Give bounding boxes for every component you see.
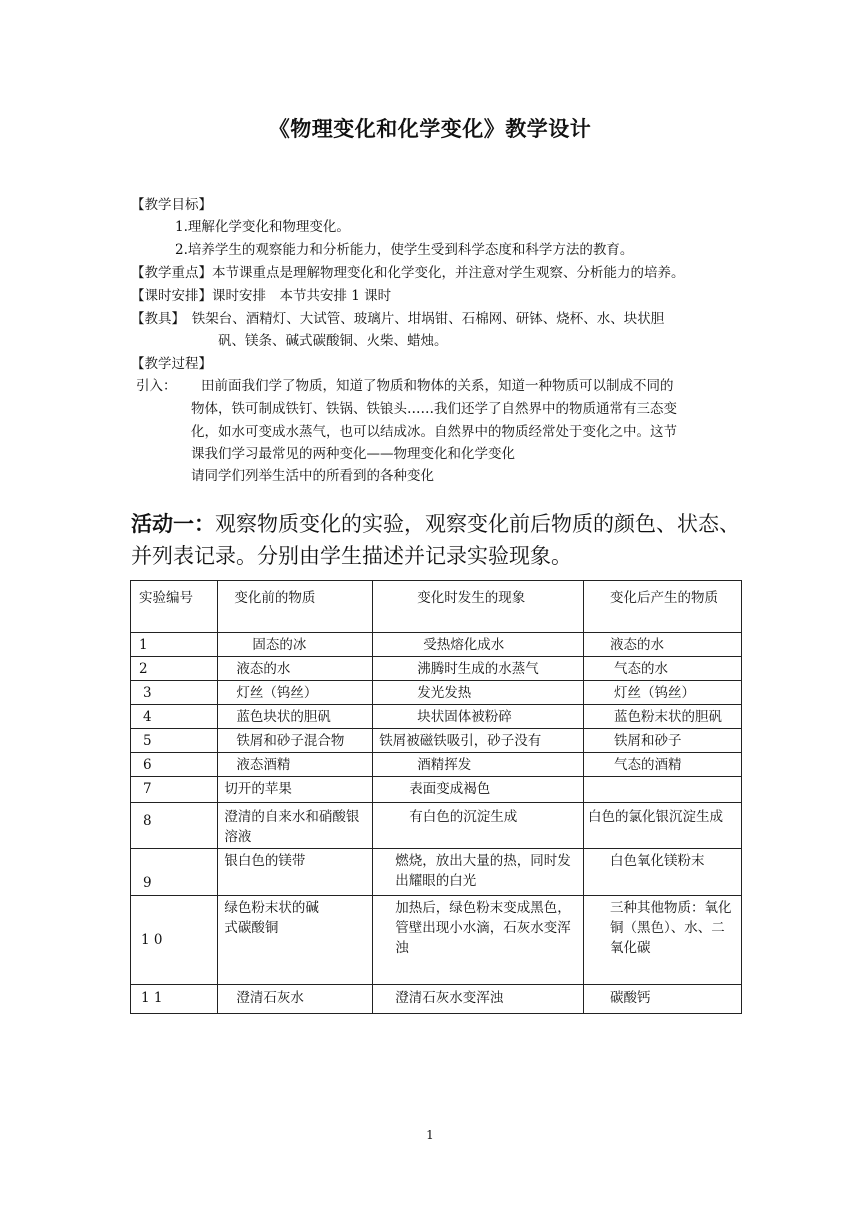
experiment-number: 1: [131, 633, 218, 657]
table-row: [131, 681, 742, 705]
substance-after: [583, 777, 741, 803]
intro-text-line: 物体，铁可制成铁钉、铁锅、铁锒头……我们还学了自然界中的物质通常有三态变: [191, 401, 677, 417]
objective-item: 2.培养学生的观察能力和分析能力，使学生受到科学态度和科学方法的教育。: [175, 242, 634, 258]
tools-line: 【教具】 铁架台、酒精灯、大试管、玻璃片、坩埚钳、石棉网、研钵、烧杯、水、块状胆: [131, 311, 665, 327]
substance-before: 液态酒精: [218, 753, 373, 777]
phenomenon: 发光发热: [373, 681, 584, 705]
phenomenon: 燃烧，放出大量的热，同时发出耀眼的白光: [373, 849, 584, 896]
substance-after: 气态的酒精: [583, 753, 741, 777]
substance-after: 三种其他物质：氧化铜（黑色）、水、二氧化碳: [583, 896, 741, 985]
substance-before: 澄清石灰水: [218, 985, 373, 1014]
table-header-row: [131, 581, 742, 633]
substance-after: 气态的水: [583, 657, 741, 681]
experiment-number: 9: [131, 849, 218, 896]
phenomenon: 澄清石灰水变浑浊: [373, 985, 584, 1014]
experiment-number: 7: [131, 777, 218, 803]
experiment-number: 4: [131, 705, 218, 729]
experiment-number: 3: [131, 681, 218, 705]
table-row: [131, 633, 742, 657]
page-number: 1: [426, 1128, 434, 1142]
experiment-number: 1 0: [131, 896, 218, 985]
substance-before: 切开的苹果: [218, 777, 373, 803]
activity-text: 观察物质变化的实验，观察变化前后物质的颜色、状态、并列表记录。分别由学生描述并记录实验现象。: [131, 512, 740, 568]
intro-text-line: 课我们学习最常见的两种变化——物理变化和化学变化: [191, 446, 515, 462]
substance-before: 银白色的镁带: [218, 849, 373, 896]
substance-before: 蓝色块状的胆矾: [218, 705, 373, 729]
table-row: [131, 777, 742, 803]
activity-label: 活动一：: [131, 511, 215, 536]
activity-heading: [131, 508, 751, 572]
substance-before: 固态的冰: [218, 633, 373, 657]
objectives-heading: 【教学目标】: [131, 197, 212, 213]
table-row: [131, 803, 742, 849]
phenomenon: 受热熔化成水: [373, 633, 584, 657]
intro-label: 引入：: [136, 378, 177, 394]
table-row: [131, 657, 742, 681]
substance-after: 蓝色粉末状的胆矾: [583, 705, 741, 729]
column-header: 实验编号: [131, 581, 218, 633]
table-row: [131, 729, 742, 753]
phenomenon: 沸腾时生成的水蒸气: [373, 657, 584, 681]
substance-before: 绿色粉末状的碱式碳酸铜: [218, 896, 373, 985]
experiment-table: [130, 580, 742, 1014]
intro-text-line: 化，如水可变成水蒸气，也可以结成冰。自然界中的物质经常处于变化之中。这节: [191, 424, 677, 440]
phenomenon: 表面变成褐色: [373, 777, 584, 803]
experiment-number: 1 1: [131, 985, 218, 1014]
schedule-line: 【课时安排】课时安排 本节共安排 1 课时: [131, 288, 392, 304]
substance-before: 液态的水: [218, 657, 373, 681]
phenomenon: 有白色的沉淀生成: [373, 803, 584, 849]
intro-text-line: 田前面我们学了物质，知道了物质和物体的关系，知道一种物质可以制成不同的: [201, 378, 674, 394]
column-header: 变化前的物质: [218, 581, 373, 633]
table-row: [131, 985, 742, 1014]
table-row: [131, 849, 742, 896]
table-row: [131, 753, 742, 777]
substance-before: 灯丝（钨丝）: [218, 681, 373, 705]
phenomenon: 酒精挥发: [373, 753, 584, 777]
experiment-number: 2: [131, 657, 218, 681]
substance-before: 铁屑和砂子混合物: [218, 729, 373, 753]
substance-after: 白色的氯化银沉淀生成: [583, 803, 741, 849]
table-row: [131, 705, 742, 729]
substance-after: 碳酸钙: [583, 985, 741, 1014]
phenomenon: 块状固体被粉碎: [373, 705, 584, 729]
column-header: 变化时发生的现象: [373, 581, 584, 633]
column-header: 变化后产生的物质: [583, 581, 741, 633]
substance-after: 白色氧化镁粉末: [583, 849, 741, 896]
key-point-line: 【教学重点】本节课重点是理解物理变化和化学变化，并注意对学生观察、分析能力的培养。: [131, 265, 685, 281]
experiment-number: 8: [131, 803, 218, 849]
intro-text-line: 请同学们列举生活中的所看到的各种变化: [191, 468, 434, 484]
substance-before: 澄清的自来水和硝酸银溶液: [218, 803, 373, 849]
phenomenon: 加热后，绿色粉末变成黑色，管壁出现小水滴，石灰水变浑浊: [373, 896, 584, 985]
substance-after: 铁屑和砂子: [583, 729, 741, 753]
phenomenon: 铁屑被磁铁吸引，砂子没有: [373, 729, 584, 753]
page-title: 《物理变化和化学变化》教学设计: [268, 116, 592, 141]
process-heading: 【教学过程】: [131, 356, 212, 372]
tools-line-continued: 矾、镁条、碱式碳酸铜、火柴、蜡烛。: [218, 333, 448, 349]
experiment-number: 5: [131, 729, 218, 753]
substance-after: 灯丝（钨丝）: [583, 681, 741, 705]
substance-after: 液态的水: [583, 633, 741, 657]
experiment-number: 6: [131, 753, 218, 777]
objective-item: 1.理解化学变化和物理变化。: [175, 219, 350, 235]
table-row: [131, 896, 742, 985]
